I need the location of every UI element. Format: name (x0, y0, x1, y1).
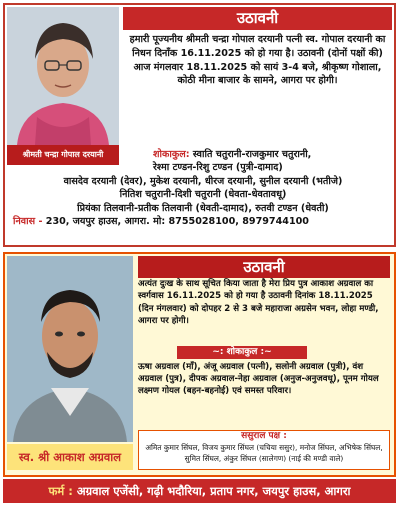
notice-title: उठावनी (123, 7, 392, 30)
address-text: 230, जयपुर हाउस, आगरा. मो: 8755028100, 8979744100 (45, 216, 309, 228)
notice-body: हमारी पूज्यनीय श्रीमती चन्द्रा गोपाल दरयानी पत्नी स्व. गोपाल दरयानी का निधन दिनाँक 16.11.2025 को हो गया है। उठावनी (दोनों पक्षों की) आज मंगलवार 18.11.2025 को सायं 3-4 बजे, श्रीकृष्ण गोशाला, कोठी मीना बाजार के सामने, आगरा पर होगी। (129, 34, 386, 87)
mourners-label: शोकाकुल: (153, 149, 190, 160)
portrait-photo-chandra (7, 7, 119, 145)
obituary-notice-chandra (3, 3, 396, 247)
photo-caption-aakash: स्व. श्री आकाश अग्रवाल (7, 444, 133, 470)
family-list: ऊषा अग्रवाल (माँ), अंजू अग्रवाल (पत्नी), सलोनी अग्रवाल (पुत्री), वंश अग्रवाल (पुत्र), दीपक अग्रवाल-नेहा अग्रवाल (अनुज-अनुजवधू), पूनम गोयल लक्ष्मण गोयल (बहन-बहनोई) एवं समस्त परिवार। (138, 362, 379, 397)
portrait-photo-aakash (7, 256, 133, 442)
address-line (13, 215, 393, 228)
notice-title: उठावनी (138, 256, 390, 278)
obituary-notice-aakash (3, 252, 396, 477)
in-laws-text: अमित कुमार सिंघल, विजय कुमार सिंघल (चचिया ससुर), मनोज सिंघल, अभिषेक सिंघल, सुमित सिंघल, अंकुर सिंघल (सालेगण) (नाई की मण्डी वाले) (145, 443, 383, 463)
notice-body: अत्यंत दुःख के साथ सूचित किया जाता है मेरा प्रिय पुत्र आकाश अग्रवाल का स्वर्गवास 16.11.2025 को हो गया है उठावनी दिनांक 18.11.2025 (दिन मंगलवार) को दोपहर 2 से 3 बजे महाराजा अग्रसेन भवन, लोहा मण्डी, आगरा पर होगी। (138, 279, 379, 326)
firm-footer (3, 479, 396, 503)
portrait-illustration (7, 7, 119, 145)
photo-caption-chandra: श्रीमती चन्द्रा गोपाल दरयानी (7, 145, 119, 165)
mourners-line-1: स्वाति चतुरानी-राजकुमार चतुरानी, (192, 149, 312, 160)
in-laws-title: ससुराल पक्ष : (241, 431, 287, 441)
mourners-line-4: नितिश चतुरानी-दिशी चतुरानी (धेवता-धेवतावधू) (119, 189, 287, 201)
in-laws-box (138, 430, 390, 470)
mourners-line-2: रेश्मा टण्डन-रिशु टण्डन (पुत्री-दामाद) (153, 162, 283, 174)
mourners-line-5: प्रियंका तिलवानी-प्रतीक तिलवानी (धेवती-दामाद), रुतवी टण्डन (धेवती) (77, 202, 329, 214)
address-label: निवास - (13, 216, 43, 228)
mourners-section (13, 148, 393, 228)
portrait-illustration (7, 256, 133, 442)
firm-label: फर्म : (48, 484, 73, 498)
mourners-label: ~: शोकाकुल :~ (177, 346, 307, 359)
mourners-first-line (13, 148, 393, 161)
mourners-line-3: वासदेव दरयानी (देवर), मुकेश दरयानी, धीरज दरयानी, सुनील दरयानी (भतीजे) (63, 175, 343, 187)
firm-text: अग्रवाल एजेंसी, गढ़ी भदौरिया, प्रताप नगर, जयपुर हाउस, आगरा (76, 484, 351, 498)
